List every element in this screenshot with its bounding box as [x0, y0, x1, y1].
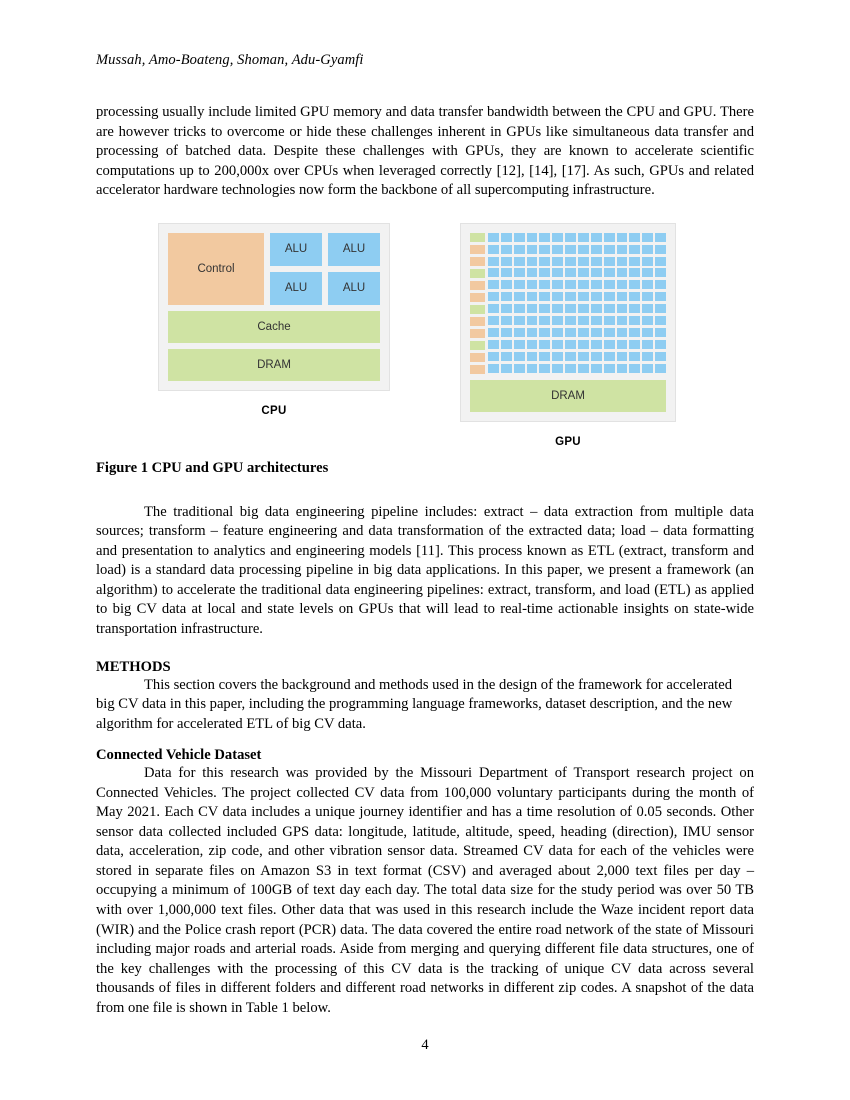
gpu-core-cell — [591, 280, 602, 289]
gpu-core-cell — [617, 233, 628, 242]
gpu-core-cell — [604, 233, 615, 242]
gpu-core-cell — [578, 340, 589, 349]
gpu-core-cell — [539, 257, 550, 266]
gpu-core-cell — [591, 292, 602, 301]
gpu-core-cell — [655, 328, 666, 337]
gpu-core-cell — [527, 257, 538, 266]
gpu-control-cell — [470, 329, 485, 338]
gpu-core-cell — [539, 268, 550, 277]
gpu-core-cell — [655, 280, 666, 289]
gpu-core-cell — [514, 304, 525, 313]
cpu-alu-block: ALU — [328, 233, 380, 266]
gpu-core-cell — [642, 292, 653, 301]
gpu-core-cell — [604, 245, 615, 254]
gpu-core-cell — [565, 364, 576, 373]
gpu-core-cell — [527, 316, 538, 325]
gpu-core-cell — [539, 364, 550, 373]
gpu-core-cell — [604, 257, 615, 266]
gpu-core-cell — [578, 280, 589, 289]
gpu-core-cell — [514, 257, 525, 266]
gpu-core-cell — [591, 364, 602, 373]
gpu-core-cell — [565, 352, 576, 361]
gpu-core-cell — [617, 352, 628, 361]
gpu-core-cell — [578, 328, 589, 337]
gpu-core-cell — [565, 316, 576, 325]
gpu-core-cell — [552, 257, 563, 266]
paragraph-2: The traditional big data engineering pipeline includes: extract – data extraction from multiple data sources; transform – feature engineering and data transformation of the extracted data; load – data formatting and presentation to analytics and engineering models [11]. This process known as ETL (extract, transform and load) is a standard data processing pipeline in big data applications. In this paper, we present a framework (an algorithm) to accelerate the traditional data engineering pipelines: extract, transform, and load (ETL) as applied to big CV data at local and state levels on GPUs that will lead to real-time actionable insights on state-wide transportation infrastructure. — [96, 503, 754, 638]
gpu-core-cell — [629, 328, 640, 337]
gpu-control-cell — [470, 317, 485, 326]
gpu-core-cell — [642, 280, 653, 289]
gpu-core-cell — [578, 292, 589, 301]
gpu-core-cell — [527, 340, 538, 349]
gpu-core-cell — [578, 268, 589, 277]
gpu-core-cell — [539, 245, 550, 254]
gpu-core-cell — [501, 280, 512, 289]
gpu-core-cell — [539, 304, 550, 313]
gpu-core-cell — [514, 364, 525, 373]
gpu-core-cell — [527, 352, 538, 361]
gpu-core-cell — [539, 340, 550, 349]
gpu-core-cell — [565, 304, 576, 313]
gpu-core-cell — [591, 304, 602, 313]
gpu-core-cell — [629, 304, 640, 313]
gpu-core-cell — [642, 257, 653, 266]
gpu-core-cell — [552, 268, 563, 277]
gpu-control-cell — [470, 293, 485, 302]
cpu-alu-block: ALU — [270, 272, 322, 305]
gpu-core-cell — [591, 257, 602, 266]
gpu-core-cell — [565, 233, 576, 242]
gpu-core-cell — [642, 340, 653, 349]
gpu-core-cell — [552, 328, 563, 337]
section-heading-methods: METHODS — [96, 658, 171, 675]
gpu-core-cell — [539, 328, 550, 337]
gpu-core-cell — [514, 280, 525, 289]
gpu-core-cell — [578, 257, 589, 266]
gpu-core-cell — [565, 340, 576, 349]
gpu-core-cell — [488, 364, 499, 373]
gpu-core-cell — [604, 352, 615, 361]
gpu-core-cell — [527, 364, 538, 373]
gpu-core-cell — [655, 316, 666, 325]
gpu-core-cell — [617, 316, 628, 325]
gpu-core-cell — [629, 340, 640, 349]
gpu-core-cell — [539, 233, 550, 242]
gpu-core-cell — [629, 245, 640, 254]
running-head: Mussah, Amo-Boateng, Shoman, Adu-Gyamfi — [96, 52, 364, 68]
cpu-alu-grid — [270, 233, 380, 305]
gpu-control-cell — [470, 305, 485, 314]
gpu-core-cell — [527, 292, 538, 301]
gpu-control-cell — [470, 245, 485, 254]
cpu-caption: CPU — [261, 404, 287, 417]
gpu-core-cell — [617, 257, 628, 266]
gpu-core-cell — [552, 316, 563, 325]
gpu-core-cell — [552, 245, 563, 254]
figure-1 — [96, 223, 754, 448]
gpu-core-cell — [514, 352, 525, 361]
gpu-core-cell — [565, 328, 576, 337]
gpu-core-cell — [578, 245, 589, 254]
gpu-core-cell — [655, 292, 666, 301]
gpu-core-cell — [527, 304, 538, 313]
gpu-core-cell — [629, 233, 640, 242]
gpu-control-cell — [470, 269, 485, 278]
gpu-core-cell — [655, 257, 666, 266]
gpu-core-cell — [488, 328, 499, 337]
gpu-core-cell — [539, 316, 550, 325]
gpu-core-cell — [488, 280, 499, 289]
gpu-core-cell — [514, 233, 525, 242]
gpu-core-cell — [552, 340, 563, 349]
gpu-core-cell — [604, 304, 615, 313]
gpu-core-cell — [629, 364, 640, 373]
gpu-core-cell — [617, 364, 628, 373]
gpu-core-area — [470, 233, 666, 374]
gpu-core-cell — [604, 364, 615, 373]
gpu-core-cell — [655, 364, 666, 373]
gpu-core-cell — [552, 304, 563, 313]
gpu-core-cell — [617, 292, 628, 301]
gpu-core-cell — [514, 328, 525, 337]
gpu-core-cell — [488, 292, 499, 301]
gpu-core-cell — [617, 245, 628, 254]
gpu-control-cell — [470, 353, 485, 362]
gpu-core-cell — [488, 268, 499, 277]
gpu-core-cell — [501, 352, 512, 361]
paragraph-1: processing usually include limited GPU memory and data transfer bandwidth between the CPU and GPU. There are however tricks to overcome or hide these challenges inherent in GPUs like simultaneous data transfer and processing of batched data. Despite these challenges with GPUs, they are known to accelerate scientific computations up to 200,000x over CPUs when leveraged correctly [12], [14], [17]. As such, GPUs and related accelerator hardware technologies now form the backbone of all supercomputing infrastructure. — [96, 104, 754, 199]
cpu-alu-block: ALU — [328, 272, 380, 305]
gpu-core-cell — [642, 316, 653, 325]
gpu-core-cell — [617, 280, 628, 289]
gpu-core-cell — [578, 364, 589, 373]
gpu-core-cell — [629, 352, 640, 361]
gpu-dram-block: DRAM — [470, 380, 666, 412]
subsection-heading-dataset: Connected Vehicle Dataset — [96, 747, 262, 764]
gpu-core-cell — [629, 257, 640, 266]
paragraph-3: This section covers the background and methods used in the design of the framework for accelerated big CV data in this paper, including the programming language frameworks, dataset description, and the new algorithm for accelerated ETL of big CV data. — [96, 676, 733, 732]
gpu-core-cell — [604, 340, 615, 349]
gpu-core-cell — [488, 245, 499, 254]
figure-caption: Figure 1 CPU and GPU architectures — [96, 459, 329, 476]
gpu-core-cell — [655, 233, 666, 242]
gpu-core-cell — [565, 268, 576, 277]
gpu-core-cell — [604, 280, 615, 289]
gpu-core-cell — [488, 233, 499, 242]
gpu-core-cell — [501, 245, 512, 254]
gpu-core-cell — [527, 328, 538, 337]
gpu-caption: GPU — [555, 435, 581, 448]
gpu-core-cell — [642, 245, 653, 254]
gpu-core-cell — [501, 364, 512, 373]
gpu-core-cell — [578, 304, 589, 313]
cpu-dram-block: DRAM — [168, 349, 380, 381]
gpu-control-cell — [470, 233, 485, 242]
cpu-alu-block: ALU — [270, 233, 322, 266]
gpu-core-cell — [501, 304, 512, 313]
gpu-core-cell — [617, 304, 628, 313]
gpu-core-cell — [655, 352, 666, 361]
gpu-core-grid — [488, 233, 666, 374]
gpu-core-cell — [655, 268, 666, 277]
gpu-core-cell — [604, 268, 615, 277]
gpu-core-cell — [488, 340, 499, 349]
gpu-core-cell — [501, 316, 512, 325]
gpu-core-cell — [552, 292, 563, 301]
cpu-cache-block: Cache — [168, 311, 380, 343]
cpu-top-row — [168, 233, 380, 305]
gpu-core-cell — [591, 316, 602, 325]
gpu-core-cell — [604, 328, 615, 337]
gpu-core-cell — [591, 268, 602, 277]
gpu-core-cell — [552, 280, 563, 289]
gpu-core-cell — [527, 245, 538, 254]
gpu-core-cell — [565, 245, 576, 254]
gpu-core-cell — [488, 257, 499, 266]
gpu-diagram — [460, 223, 676, 422]
gpu-core-cell — [591, 245, 602, 254]
gpu-core-cell — [642, 304, 653, 313]
gpu-core-cell — [604, 316, 615, 325]
gpu-core-cell — [514, 316, 525, 325]
gpu-core-cell — [578, 352, 589, 361]
gpu-control-cell — [470, 257, 485, 266]
gpu-core-cell — [617, 340, 628, 349]
gpu-core-cell — [591, 328, 602, 337]
gpu-core-cell — [501, 340, 512, 349]
cpu-control-block: Control — [168, 233, 264, 305]
gpu-core-cell — [642, 364, 653, 373]
gpu-core-cell — [514, 340, 525, 349]
gpu-core-cell — [642, 233, 653, 242]
gpu-core-cell — [501, 328, 512, 337]
gpu-core-cell — [488, 304, 499, 313]
gpu-core-cell — [565, 292, 576, 301]
gpu-core-cell — [501, 268, 512, 277]
gpu-control-cell — [470, 365, 485, 374]
gpu-core-cell — [527, 268, 538, 277]
cpu-figure-block — [158, 223, 390, 417]
gpu-core-cell — [552, 364, 563, 373]
cpu-diagram — [158, 223, 390, 391]
gpu-core-cell — [655, 340, 666, 349]
gpu-core-cell — [629, 292, 640, 301]
gpu-core-cell — [514, 292, 525, 301]
paragraph-4: Data for this research was provided by the Missouri Department of Transport research project on Connected Vehicles. The project collected CV data from 100,000 voluntary participants during the month of May 2021. Each CV data includes a unique journey identifier and has a time resolution of 0.05 seconds. Other sensor data collected included GPS data: longitude, latitude, altitude, speed, heading (direction), IMU sensor data, acceleration, zip code, and other vibration sensor data. Streamed CV data for each of the vehicles were stored in separate files on Amazon S3 in text format (CSV) and averaged about 2,000 text files per day – occupying a minimum of 100GB of text day each day. The total data size for the study period was over 50 TB with over 1,000,000 text files. Other data that was used in this research include the Waze incident report data (WIR) and the Police crash report (PCR) data. The data covered the entire road network of the state of Missouri including major roads and arterial roads. Aside from merging and querying different file data structures, one of the key challenges with the processing of this CV data is the tracking of unique CV data across several thousands of files in different folders and different road networks in different zip codes. A snapshot of the data from one file is shown in Table 1 below. — [96, 765, 754, 1016]
gpu-core-cell — [488, 352, 499, 361]
gpu-core-cell — [539, 352, 550, 361]
gpu-core-cell — [539, 280, 550, 289]
gpu-core-cell — [604, 292, 615, 301]
gpu-core-cell — [501, 292, 512, 301]
gpu-core-cell — [642, 268, 653, 277]
gpu-core-cell — [629, 280, 640, 289]
gpu-core-cell — [617, 328, 628, 337]
gpu-core-cell — [501, 257, 512, 266]
gpu-control-column — [470, 233, 485, 374]
page-number: 4 — [421, 1037, 429, 1053]
gpu-core-cell — [642, 352, 653, 361]
gpu-core-cell — [565, 280, 576, 289]
gpu-core-cell — [501, 233, 512, 242]
gpu-core-cell — [552, 233, 563, 242]
gpu-core-cell — [527, 280, 538, 289]
gpu-core-cell — [527, 233, 538, 242]
gpu-control-cell — [470, 341, 485, 350]
gpu-core-cell — [655, 304, 666, 313]
gpu-core-cell — [578, 316, 589, 325]
gpu-control-cell — [470, 281, 485, 290]
gpu-core-cell — [488, 316, 499, 325]
gpu-core-cell — [514, 268, 525, 277]
gpu-core-cell — [552, 352, 563, 361]
gpu-core-cell — [591, 233, 602, 242]
gpu-core-cell — [617, 268, 628, 277]
gpu-core-cell — [539, 292, 550, 301]
gpu-core-cell — [655, 245, 666, 254]
gpu-figure-block — [460, 223, 676, 448]
gpu-core-cell — [514, 245, 525, 254]
gpu-core-cell — [591, 340, 602, 349]
gpu-core-cell — [642, 328, 653, 337]
gpu-core-cell — [629, 268, 640, 277]
gpu-core-cell — [565, 257, 576, 266]
gpu-core-cell — [591, 352, 602, 361]
gpu-core-cell — [578, 233, 589, 242]
gpu-core-cell — [629, 316, 640, 325]
